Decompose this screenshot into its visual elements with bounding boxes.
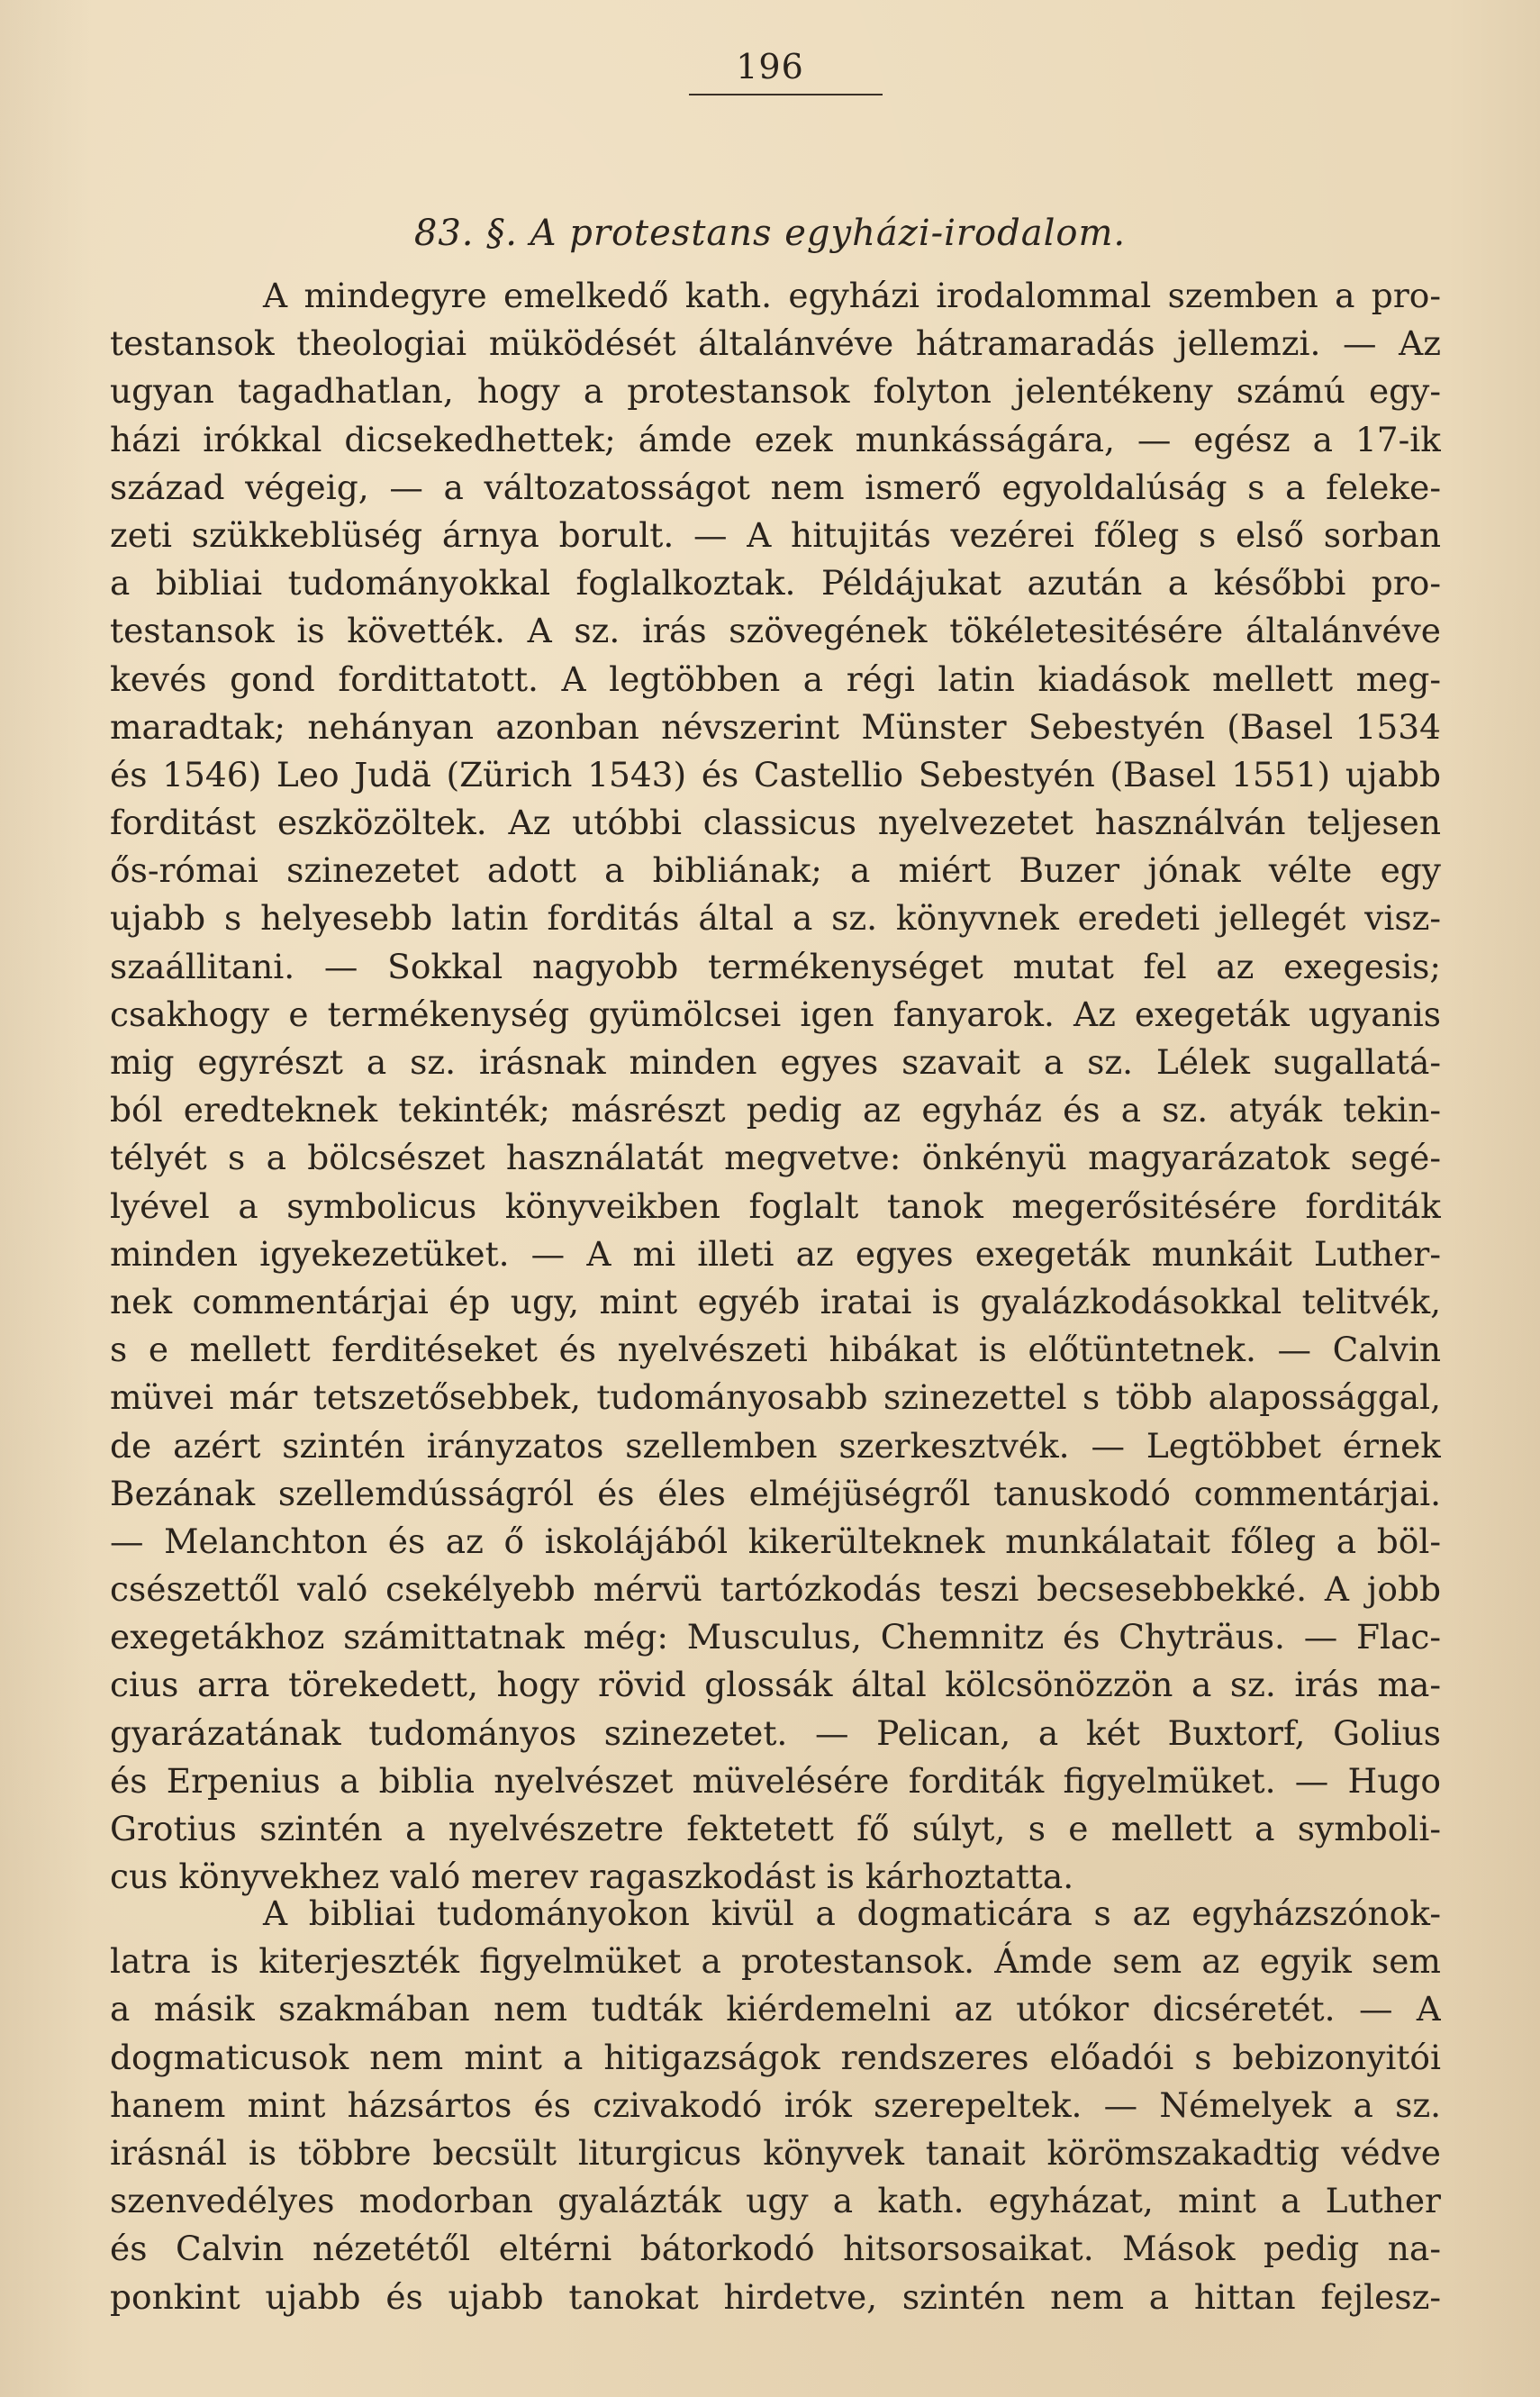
text-line: exegetákhoz számittatnak még: Musculus, Chemnitz és Chyträus. — Flac- bbox=[110, 1617, 1441, 1657]
text-line: minden igyekezetüket. — A mi illeti az egyes exegeták munkáit Luther- bbox=[110, 1233, 1441, 1274]
text-line: ból eredteknek tekinték; másrészt pedig az egyház és a sz. atyák tekin- bbox=[110, 1090, 1441, 1130]
text-line: maradtak; nehányan azonban névszerint Münster Sebestyén (Basel 1534 bbox=[110, 706, 1441, 747]
text-line: de azért szintén irányzatos szellemben szerkesztvék. — Legtöbbet érnek bbox=[110, 1425, 1441, 1466]
text-line: a másik szakmában nem tudták kiérdemelni az utókor dicséretét. — A bbox=[110, 1989, 1441, 2029]
text-line: század végeig, — a változatosságot nem ismerő egyoldalúság s a feleke- bbox=[110, 467, 1441, 507]
text-line: müvei már tetszetősebbek, tudományosabb szinezettel s több alapossággal, bbox=[110, 1377, 1441, 1418]
text-line: A mindegyre emelkedő kath. egyházi irodalommal szemben a pro- bbox=[263, 276, 1441, 315]
text-line: testansok is követték. A sz. irás szövegének tökéletesitésére általánvéve bbox=[110, 611, 1441, 651]
text-line: szenvedélyes modorban gyalázták ugy a kath. egyházat, mint a Luther bbox=[110, 2181, 1441, 2221]
text-line: a bibliai tudományokkal foglalkoztak. Példájukat azután a későbbi pro- bbox=[110, 563, 1441, 604]
text-line: nek commentárjai ép ugy, mint egyéb iratai is gyalázkodásokkal telitvék, bbox=[110, 1281, 1441, 1321]
text-line: és Calvin nézetétől eltérni bátorkodó hitsorsosaikat. Mások pedig na- bbox=[110, 2229, 1441, 2269]
text-line: gyarázatának tudományos szinezetet. — Pelican, a két Buxtorf, Golius bbox=[110, 1712, 1441, 1753]
text-line: és Erpenius a biblia nyelvészet müvelésére forditák figyelmüket. — Hugo bbox=[110, 1760, 1441, 1801]
paragraph-1 bbox=[110, 272, 1441, 1901]
text-line: mig egyrészt a sz. irásnak minden egyes szavait a sz. Lélek sugallatá- bbox=[110, 1042, 1441, 1082]
text-line: irásnál is többre becsült liturgicus könyvek tanait körömszakadtig védve bbox=[110, 2132, 1441, 2173]
text-line: házi irókkal dicsekedhettek; ámde ezek munkásságára, — egész a 17-ik bbox=[110, 419, 1441, 459]
text-line: kevés gond fordittatott. A legtöbben a régi latin kiadások mellett meg- bbox=[110, 658, 1441, 699]
text-line: télyét s a bölcsészet használatát megvetve: önkényü magyarázatok segé- bbox=[110, 1138, 1441, 1178]
header-rule bbox=[689, 94, 883, 95]
text-line: ujabb s helyesebb latin forditás által a sz. könyvnek eredeti jellegét visz- bbox=[110, 898, 1441, 939]
text-line: forditást eszközöltek. Az utóbbi classicus nyelvezetet használván teljesen bbox=[110, 803, 1441, 843]
text-line: s e mellett ferditéseket és nyelvészeti hibákat is előtüntetnek. — Calvin bbox=[110, 1330, 1441, 1370]
page-number: 196 bbox=[736, 47, 804, 86]
text-line: testansok theologiai müködését általánvéve hátramaradás jellemzi. — Az bbox=[110, 323, 1441, 364]
section-title: 83. §. A protestans egyházi-irodalom. bbox=[413, 213, 1127, 254]
text-line: dogmaticusok nem mint a hitigazságok rendszeres előadói s bebizonyitói bbox=[110, 2037, 1441, 2077]
text-line: — Melanchton és az ő iskolájából kikerülteknek munkálatait főleg a böl- bbox=[110, 1521, 1441, 1561]
text-line: lyével a symbolicus könyveikben foglalt tanok megerősitésére forditák bbox=[110, 1185, 1441, 1226]
text-line: csészettől való csekélyebb mérvü tartózkodás teszi becsesebbekké. A jobb bbox=[110, 1569, 1441, 1610]
text-line: hanem mint házsártos és czivakodó irók szerepeltek. — Némelyek a sz. bbox=[110, 2084, 1441, 2125]
text-line: Grotius szintén a nyelvészetre fektetett fő súlyt, s e mellett a symboli- bbox=[110, 1809, 1441, 1848]
text-line: ős-római szinezetet adott a bibliának; a miért Buzer jónak vélte egy bbox=[110, 850, 1441, 891]
text-line: cus könyvekhez való merev ragaszkodást is kárhoztatta. bbox=[110, 1857, 1074, 1897]
text-line: szaállitani. — Sokkal nagyobb termékenységet mutat fel az exegesis; bbox=[110, 946, 1441, 986]
text-line: csakhogy e termékenység gyümölcsei igen fanyarok. Az exegeták ugyanis bbox=[110, 994, 1441, 1034]
text-line: zeti szükkeblüség árnya borult. — A hitujitás vezérei főleg s első sorban bbox=[110, 514, 1441, 555]
text-line: ponkint ujabb és ujabb tanokat hirdetve, szintén nem a hittan fejlesz- bbox=[110, 2276, 1441, 2317]
text-line: és 1546) Leo Judä (Zürich 1543) és Castellio Sebestyén (Basel 1551) ujabb bbox=[110, 754, 1441, 794]
text-line: cius arra törekedett, hogy rövid glossák által kölcsönözzön a sz. irás ma- bbox=[110, 1665, 1441, 1705]
text-line: latra is kiterjeszték figyelmüket a protestansok. Ámde sem az egyik sem bbox=[110, 1941, 1441, 1982]
text-line: ugyan tagadhatlan, hogy a protestansok folyton jelentékeny számú egy- bbox=[110, 371, 1441, 412]
paragraph-2 bbox=[110, 1890, 1441, 2321]
text-line: A bibliai tudományokon kivül a dogmaticára s az egyházszónok- bbox=[263, 1893, 1441, 1933]
text-line: Bezának szellemdússágról és éles elméjüségről tanuskodó commentárjai. bbox=[110, 1473, 1441, 1513]
